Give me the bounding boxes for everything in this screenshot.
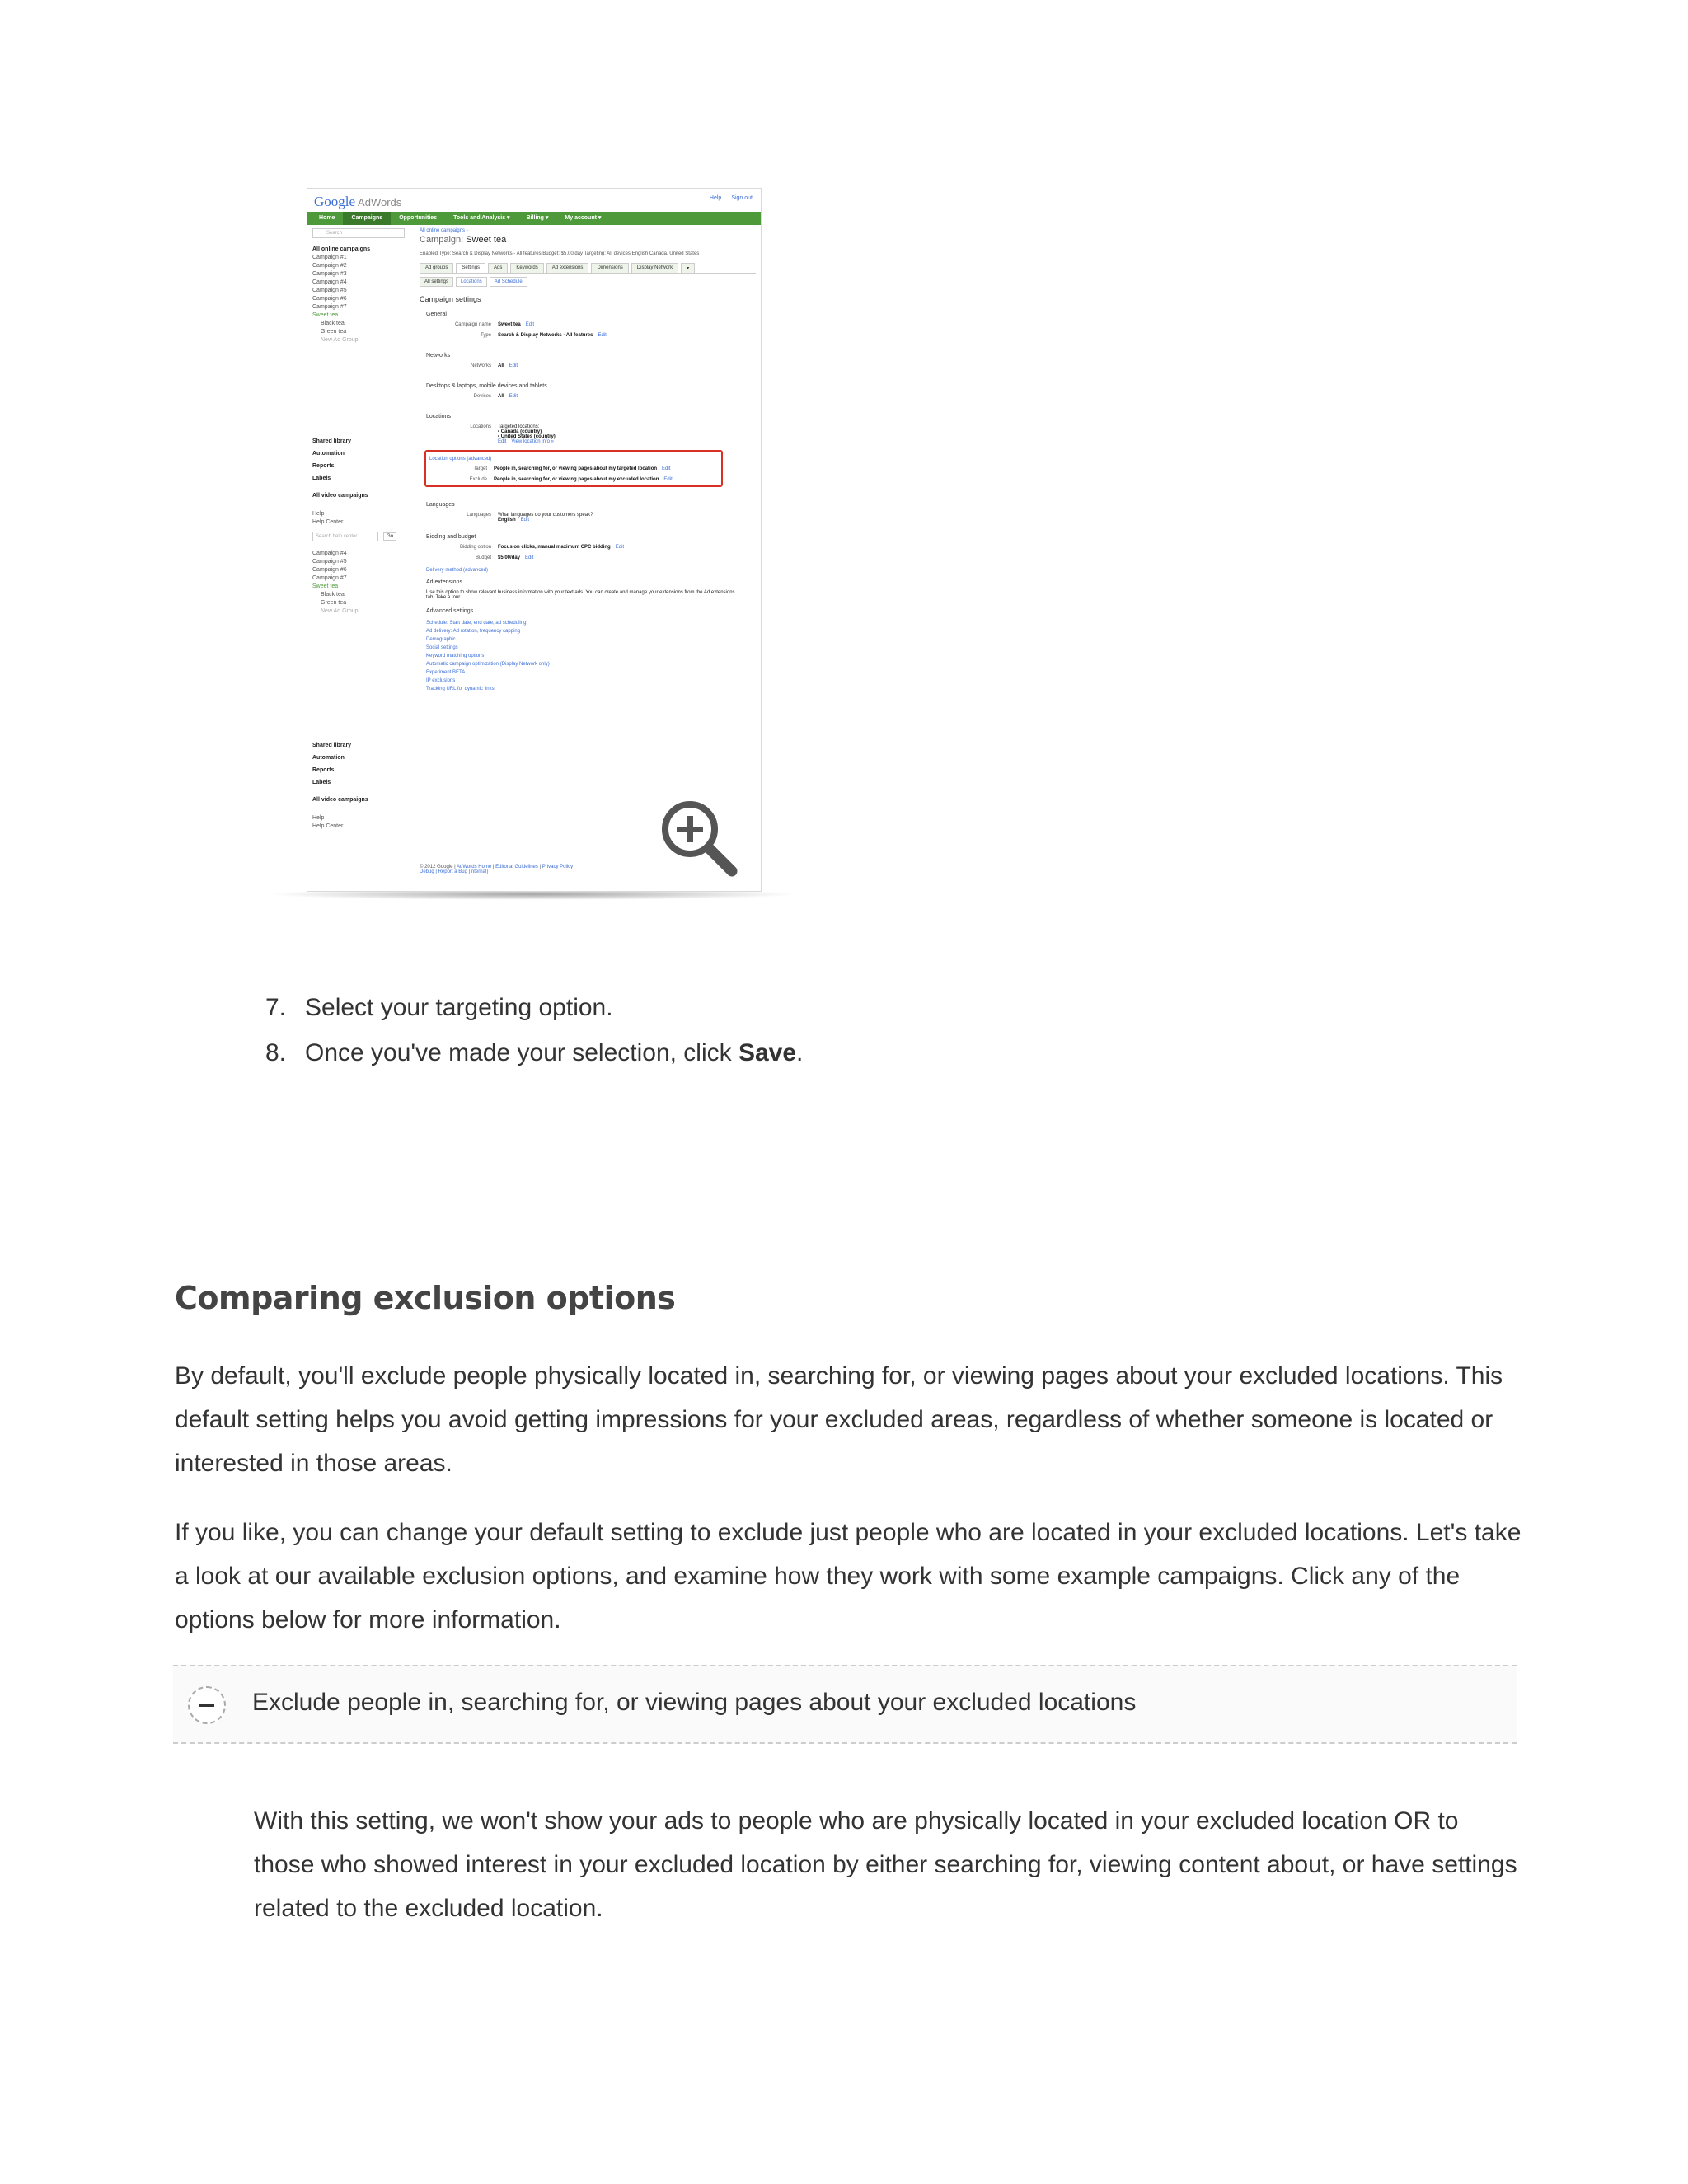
step-7: 7. Select your targeting option. bbox=[265, 994, 613, 1021]
sign-out-link: Sign out bbox=[731, 195, 753, 201]
step-8: 8. Once you've made your selection, click Save. bbox=[265, 1039, 804, 1066]
steps-list bbox=[265, 985, 803, 1076]
location-options-highlight: Location options (advanced) Target People in, searching for, or viewing pages about my targeted location Edit Exclude People in, searching for, or viewing pages about my excluded location Edit bbox=[424, 450, 723, 487]
adwords-main: All online campaigns › Campaign: Sweet tea Enabled Type: Search & Display Networks - All features Budget: $5.00/day Targeting: All devices English Canada, United States Ad groups Settings Ads Keywords Ad extensions Dimensions Display Network ▾ All settings Locations Ad Schedule Campaign settings General Campaign name Sweet tea Edit Type Search & Display Networks - All features Edit Networks Networks All Edit Desktops & laptops, mobile devices and tablets Devices All Edit Locations Locations Targeted locations: • Canada (country) • United States (country) Edit View location info » Location options (advanced) Target People in, searching for, or viewing pages about my targeted location Edit Exclude People in, searching for, or viewing pages about my excluded location Edit Languages Languages What languages do your customers speak? English Edit Bidding and budget Bidding option Focus on clicks, manual maximum CPC bidding Edit Budget $5.00/day Edit Delivery method (advanced) Ad extensions Use this option to show relevant business information with your text ads. You can create and manage your extensions from the Ad extensions tab. Take a tour. Advanced settings Schedule: Start date, end date, ad scheduling Ad delivery: Ad rotation, frequency capping Demographic Social settings Keyword matching options Automatic campaign optimization (Display Network only) Experiment BETA IP exclusions Tracking URL for dynamic links bbox=[415, 225, 761, 891]
adwords-nav: Home Campaigns Opportunities Tools and Analysis ▾ Billing ▾ My account ▾ bbox=[307, 212, 761, 225]
zoom-in-magnifier-icon[interactable] bbox=[653, 794, 743, 884]
accordion-title[interactable]: Exclude people in, searching for, or viewing pages about your excluded locations bbox=[252, 1689, 1137, 1716]
help-link: Help bbox=[709, 195, 722, 201]
paragraph-default: By default, you'll exclude people physically located in, searching for, or viewing pages about your excluded locations. This default setting helps you avoid getting impressions for your excluded areas, regardless of whether someone is located or interested in those areas. bbox=[175, 1362, 1503, 1477]
adwords-logo: Google AdWords bbox=[314, 194, 402, 209]
minus-circle-icon[interactable] bbox=[188, 1686, 226, 1724]
adwords-footer: © 2012 Google | AdWords Home | Editorial Guidelines | Privacy Policy Debug | Report a Bug (internal) bbox=[420, 865, 574, 874]
adwords-screenshot[interactable] bbox=[265, 188, 801, 897]
section-heading: Comparing exclusion options bbox=[175, 1280, 676, 1316]
paragraph-change: If you like, you can change your default setting to exclude just people who are located in your excluded locations. Let's take a look at our available exclusion options, and examine how they work with some example campaigns. Click any of the options below for more information. bbox=[175, 1519, 1522, 1633]
accordion-header[interactable] bbox=[173, 1665, 1517, 1744]
save-term: Save bbox=[738, 1039, 797, 1066]
screenshot-frame bbox=[307, 188, 762, 892]
adwords-sidebar: Search All online campaigns Campaign #1 Campaign #2 Campaign #3 Campaign #4 Campaign #5 Campaign #6 Campaign #7 Sweet tea Black tea Green tea New Ad Group Shared library Automation Reports Labels All video campaigns Help Help Center Search help center Go Campaign #4 Campaign #5 Campaign #6 Campaign #7 Sweet tea Black tea Green tea New Ad Group Shared library Automation Reports Labels All video campaigns Help Help Center bbox=[307, 225, 410, 891]
accordion-body: With this setting, we won't show your ads to people who are physically located in your excluded location OR to those who showed interest in your excluded location by either searching for, viewing content about, or have settings related to the excluded location. bbox=[254, 1807, 1517, 1922]
